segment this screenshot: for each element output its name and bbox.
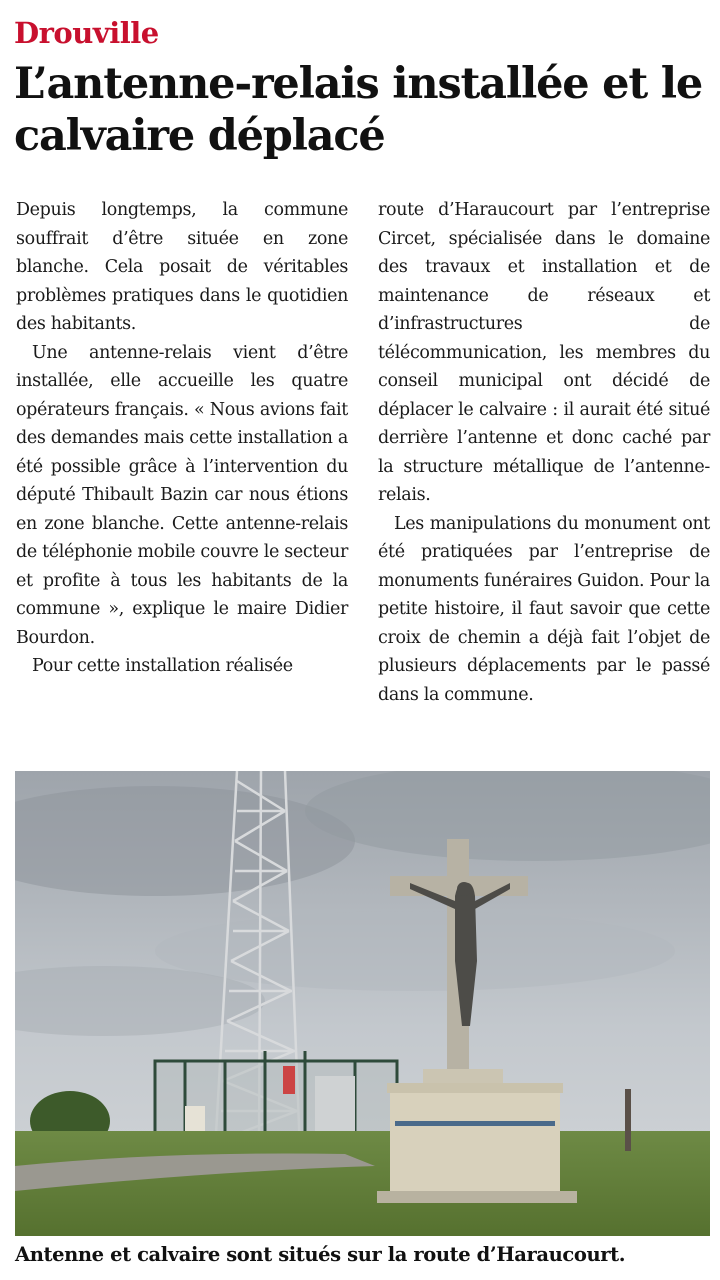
- fence-post: [625, 1089, 631, 1151]
- article-photo: [15, 771, 710, 1236]
- photo-illustration: [15, 771, 710, 1236]
- paragraph: Pour cette installation réalisée: [32, 656, 293, 676]
- grass: [15, 1131, 710, 1236]
- headline: L’antenne-relais installée et le calvaire déplacé: [14, 59, 703, 161]
- photo-caption: Antenne et calvaire sont situés sur la route d’Haraucourt.: [15, 1243, 626, 1266]
- sign: [283, 1066, 295, 1094]
- paragraph: Depuis longtemps, la commune souffrait d’être située en zone blanche. Cela posait de véritables problèmes pratiques dans le quotidien des habitants.: [16, 200, 348, 334]
- article-body: [16, 196, 710, 709]
- paragraph: route d’Haraucourt par l’entreprise Circet, spécialisée dans le domaine des travaux et installation et de maintenance de réseaux et d’infrastructures de télécommunication, les membres du conseil municipal ont décidé de déplacer le calvaire : il aurait été situé derrière l’antenne et donc caché par la structure métallique de l’antenne-relais.: [378, 200, 710, 505]
- column-right: [378, 196, 710, 709]
- paragraph: Les manipulations du monument ont été pratiquées par l’entreprise de monuments funéraires Guidon. Pour la petite histoire, il faut savoir que cette croix de chemin a déjà fait l’objet de plusieurs déplacements par le passé dans la commune.: [378, 513, 710, 705]
- paragraph: Une antenne-relais vient d’être installée, elle accueille les quatre opérateurs français. « Nous avions fait des demandes mais cette installation a été possible grâce à l’intervention du député Thibault Bazin car nous étions en zone blanche. Cette antenne-relais de téléphonie mobile couvre le secteur et profite à tous les habitants de la commune », explique le maire Didier Bourdon.: [16, 342, 348, 648]
- column-left: [16, 196, 348, 709]
- section-kicker: Drouville: [14, 16, 159, 50]
